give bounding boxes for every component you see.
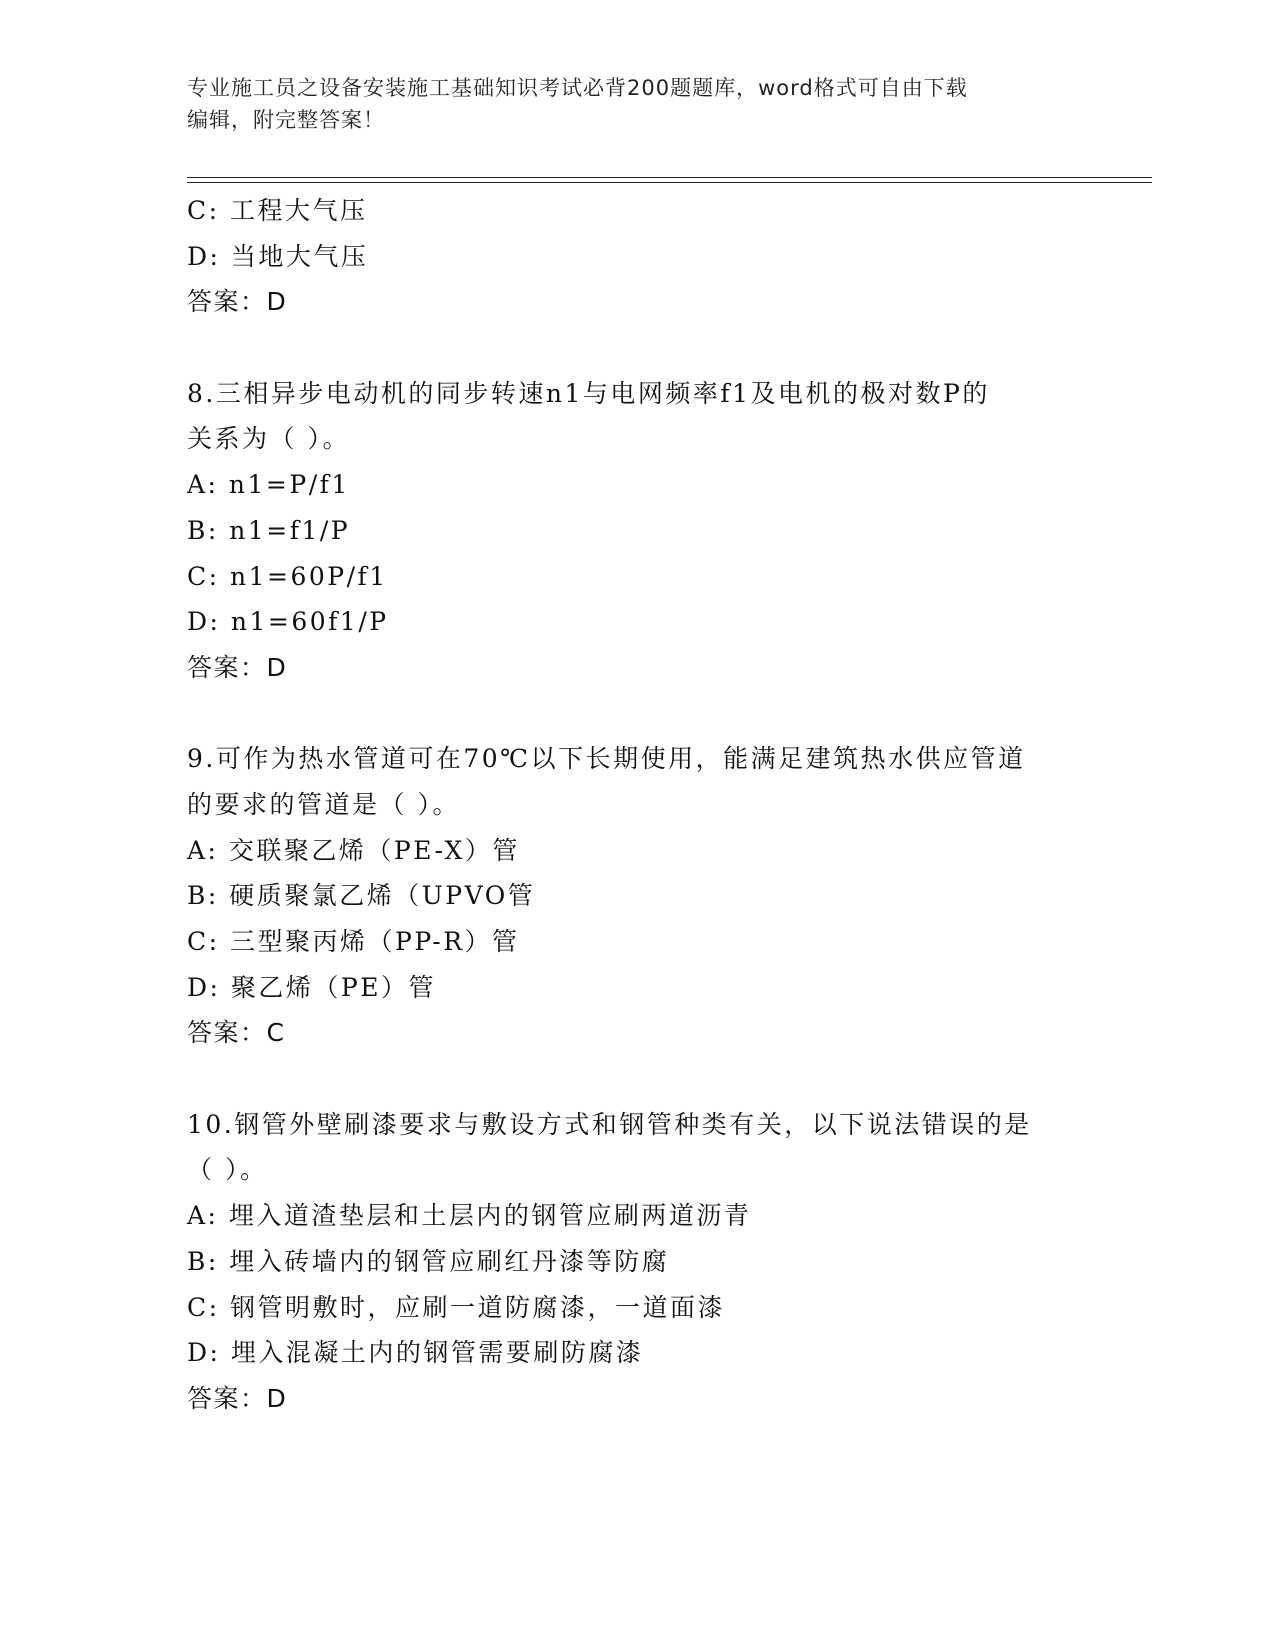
option-c: C: 工程大气压	[187, 196, 368, 225]
question-spacer	[187, 691, 1087, 737]
option-d: D: 聚乙烯（PE）管	[187, 972, 436, 1002]
question-spacer	[187, 1056, 1087, 1102]
header-line-2: 编辑，附完整答案！	[187, 108, 385, 132]
question-list	[187, 188, 1087, 1422]
page-header	[187, 72, 1087, 136]
answer-line: 答案：D	[187, 1383, 288, 1413]
question-stem: （ ）。	[187, 1155, 268, 1185]
option-d: D: n1=60f1/P	[187, 607, 389, 637]
option-d: D: 埋入混凝土内的钢管需要刷防腐漆	[187, 1338, 644, 1368]
option-b: B: 硬质聚氯乙烯（UPVO管	[187, 881, 536, 911]
option-a: A: 埋入道渣垫层和土层内的钢管应刷两道沥青	[187, 1201, 752, 1231]
answer-line: 答案：D	[187, 652, 288, 682]
question-9	[187, 736, 1087, 1056]
option-c: C: n1=60P/f1	[187, 561, 388, 591]
option-a: A: n1=P/f1	[187, 470, 350, 500]
question-10	[187, 1102, 1087, 1422]
answer-line: 答案：C	[187, 1018, 286, 1048]
option-b: B: 埋入砖墙内的钢管应刷红丹漆等防腐	[187, 1246, 670, 1276]
answer-line: 答案：D	[187, 287, 288, 317]
header-line-1: 专业施工员之设备安装施工基础知识考试必背200题题库，word格式可自由下载	[187, 76, 968, 100]
option-d: D: 当地大气压	[187, 241, 369, 271]
option-c: C: 三型聚丙烯（PP-R）管	[187, 927, 520, 956]
question-stem: 的要求的管道是（ ）。	[187, 789, 460, 819]
question-stem: 关系为（ ）。	[187, 424, 350, 454]
option-c: C: 钢管明敷时，应刷一道防腐漆，一道面漆	[187, 1292, 725, 1322]
question-stem: 9.可作为热水管道可在70℃以下长期使用，能满足建筑热水供应管道	[187, 744, 1026, 774]
question-stem: 8.三相异步电动机的同步转速n1与电网频率f1及电机的极对数P的	[187, 378, 990, 408]
option-b: B: n1=f1/P	[187, 515, 351, 545]
question-spacer	[187, 325, 1087, 371]
question-8	[187, 371, 1087, 691]
header-double-rule	[187, 177, 1152, 183]
question-7-continued	[187, 188, 1087, 325]
option-a: A: 交联聚乙烯（PE-X）管	[187, 835, 520, 865]
question-stem: 10.钢管外壁刷漆要求与敷设方式和钢管种类有关，以下说法错误的是	[187, 1109, 1032, 1139]
